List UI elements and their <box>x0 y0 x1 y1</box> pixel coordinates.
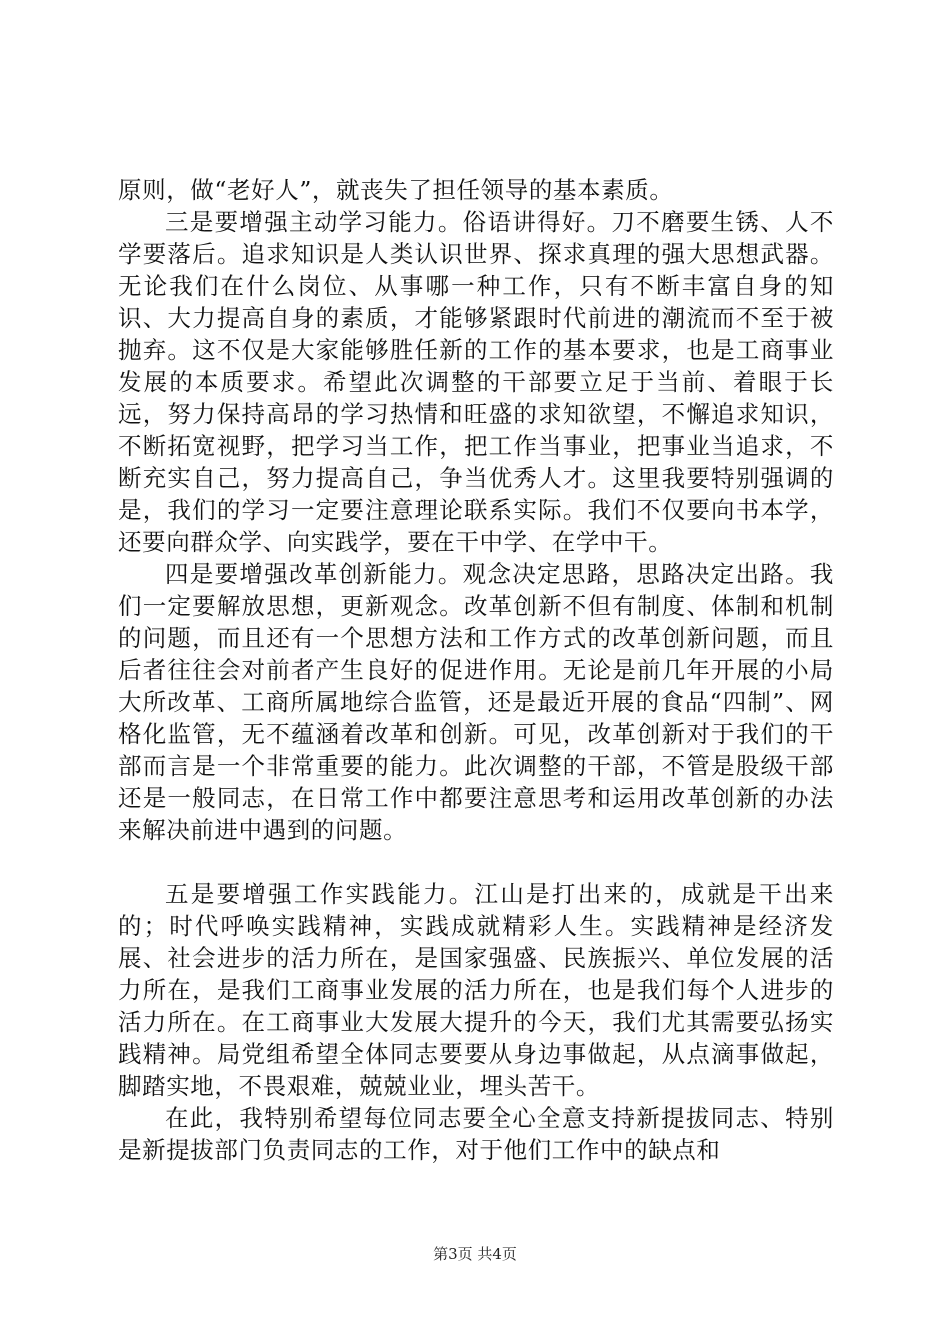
paragraph-continuation: 原则，做“老好人”，就丧失了担任领导的基本素质。 <box>118 176 674 204</box>
paragraph-reform-innovation: 四是要增强改革创新能力。观念决定思路，思路决定出路。我们一定要解放思想，更新观念。改革创新不但有制度、体制和机制的问题，而且还有一个思想方法和工作方式的改革创新问题，而且后者往往会对前者产生良好的促进作用。无论是前几年开展的小局大所改革、工商所属地综合监管，还是最近开展的食品“四制”、网格化监管，无不蕴涵着改革和创新。可见，改革创新对于我们的干部而言是一个非常重要的能力。此次调整的干部，不管是股级干部还是一般同志，在日常工作中都要注意思考和运用改革创新的办法来解决前进中遇到的问题。 <box>118 560 834 844</box>
document-body <box>118 174 834 1166</box>
page-number-footer: 第3页 共4页 <box>433 1245 517 1263</box>
paragraph-support-colleagues: 在此，我特别希望每位同志要全心全意支持新提拔同志、特别是新提拔部门负责同志的工作，对于他们工作中的缺点和 <box>118 1104 834 1164</box>
paragraph-learning-ability: 三是要增强主动学习能力。俗语讲得好。刀不磨要生锈、人不学要落后。追求知识是人类认识世界、探求真理的强大思想武器。无论我们在什么岗位、从事哪一种工作，只有不断丰富自身的知识、大力提高自身的素质，才能够紧跟时代前进的潮流而不至于被抛弃。这不仅是大家能够胜任新的工作的基本要求，也是工商事业发展的本质要求。希望此次调整的干部要立足于当前、着眼于长远，努力保持高昂的学习热情和旺盛的求知欲望，不懈追求知识，不断拓宽视野，把学习当工作，把工作当事业，把事业当追求，不断充实自己，努力提高自己，争当优秀人才。这里我要特别强调的是，我们的学习一定要注意理论联系实际。我们不仅要向书本学，还要向群众学、向实践学，要在干中学、在学中干。 <box>118 208 834 556</box>
paragraph-work-practice: 五是要增强工作实践能力。江山是打出来的，成就是干出来的；时代呼唤实践精神，实践成就精彩人生。实践精神是经济发展、社会进步的活力所在，是国家强盛、民族振兴、单位发展的活力所在，是我们工商事业发展的活力所在，也是我们每个人进步的活力所在。在工商事业大发展大提升的今天，我们尤其需要弘扬实践精神。局党组希望全体同志要要从身边事做起，从点滴事做起，脚踏实地，不畏艰难，兢兢业业，埋头苦干。 <box>118 880 834 1100</box>
